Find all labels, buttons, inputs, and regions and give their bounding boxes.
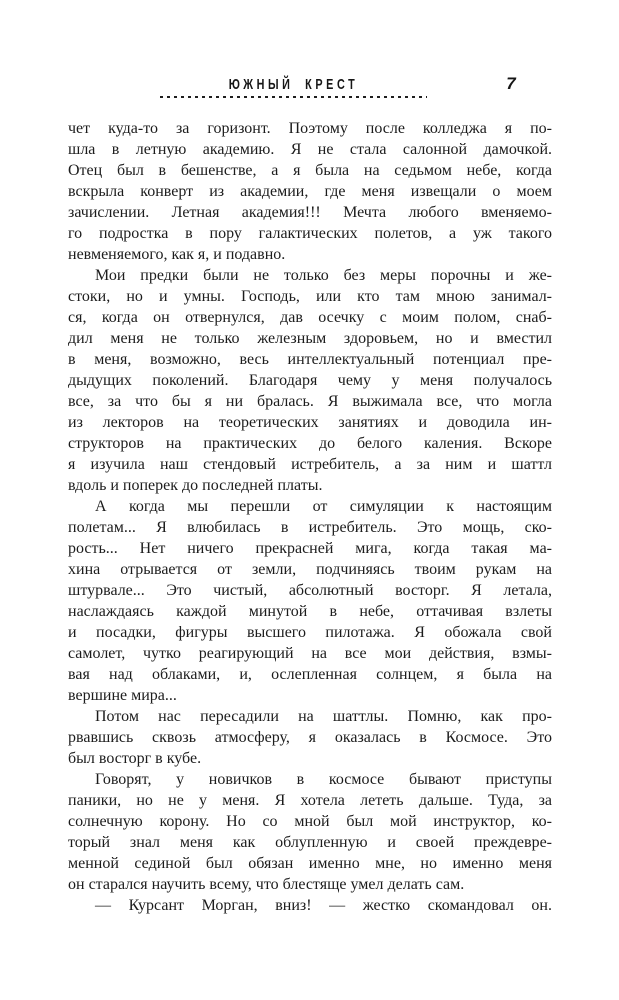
text-line: из лекторов на теоретических занятиях и доводила ин- xyxy=(68,414,552,431)
text-line: штурвале... Это чистый, абсолютный восторг. Я летала, xyxy=(68,582,552,599)
running-header xyxy=(0,0,619,110)
text-line: вершине мира... xyxy=(68,687,177,704)
text-line: самолет, чутко реагирующий на все мои действия, взмы- xyxy=(68,645,552,662)
text-line: ся, когда он отвернулся, дав осечку с моим полом, снаб- xyxy=(68,309,552,326)
text-line: структоров на практических до белого каления. Вскоре xyxy=(68,435,552,452)
text-line: — Курсант Морган, вниз! — жестко скомандовал он. xyxy=(95,897,552,914)
header-dashed-rule xyxy=(160,96,427,98)
text-line: Потом нас пересадили на шаттлы. Помню, как про- xyxy=(95,708,552,725)
text-line: наслаждаясь каждой минутой в небе, оттачивая взлеты xyxy=(68,603,552,620)
text-line: рость... Нет ничего прекрасней мига, когда такая ма- xyxy=(68,540,552,557)
text-line: вая над облаками, и, ослепленная солнцем, я была на xyxy=(68,666,552,683)
text-line: дыдущих поколений. Благодаря чему у меня получалось xyxy=(68,372,552,389)
text-line: Мои предки были не только без меры порочны и же- xyxy=(95,267,552,284)
text-line: солнечную корону. Но со мной был мой инструктор, ко- xyxy=(68,813,552,830)
text-line: шла в летную академию. Я не стала салонной дамочкой. xyxy=(68,141,552,158)
paragraph xyxy=(68,118,552,265)
text-line: и посадки, фигуры высшего пилотажа. Я обожала свой xyxy=(68,624,552,641)
text-line: менной сединой был обязан именно мне, но именно меня xyxy=(68,855,552,872)
text-line: все, за что бы я ни бралась. Я выжимала все, что могла xyxy=(68,393,552,410)
text-line: полетам... Я влюбилась в истребитель. Это мощь, ско- xyxy=(68,519,552,536)
page-number: 7 xyxy=(506,74,516,93)
text-line: был восторг в кубе. xyxy=(68,750,202,767)
text-line: Отец был в бешенстве, а я была на седьмом небе, когда xyxy=(68,162,552,179)
text-line: Говорят, у новичков в космосе бывают приступы xyxy=(95,771,552,788)
text-line: хина отрывается от земли, подчиняясь твоим рукам на xyxy=(68,561,552,578)
paragraph xyxy=(68,706,552,769)
text-line: рвавшись сквозь атмосферу, я оказалась в Космосе. Это xyxy=(68,729,552,746)
paragraph xyxy=(68,769,552,895)
paragraph xyxy=(68,895,552,916)
text-line: в меня, возможно, весь интеллектуальный потенциал пре- xyxy=(68,351,552,368)
text-line: чет куда-то за горизонт. Поэтому после колледжа я по- xyxy=(68,120,552,137)
text-line: вдоль и поперек до последней платы. xyxy=(68,477,323,494)
text-line: я изучила наш стендовый истребитель, а за ним и шаттл xyxy=(68,456,552,473)
text-line: стоки, но и умны. Господь, или кто там мною занимал- xyxy=(68,288,552,305)
text-line: зачислении. Летная академия!!! Мечта любого вменяемо- xyxy=(68,204,552,221)
text-line: паники, но не у меня. Я хотела лететь дальше. Туда, за xyxy=(68,792,552,809)
text-line: вскрыла конверт из академии, где меня извещали о моем xyxy=(68,183,552,200)
paragraph xyxy=(68,496,552,706)
text-line: невменяемого, как я, и подавно. xyxy=(68,246,286,263)
text-line: А когда мы перешли от симуляции к настоящим xyxy=(95,498,552,515)
book-title-header: ЮЖНЫЙ КРЕСТ xyxy=(228,76,359,93)
text-line: он старался научить всему, что блестяще умел делать сам. xyxy=(68,876,465,893)
page-body xyxy=(68,118,552,916)
text-line: торый знал меня как облупленную и своей преждевре- xyxy=(68,834,552,851)
text-line: го подростка в пору галактических полетов, а уж такого xyxy=(68,225,552,242)
paragraph xyxy=(68,265,552,496)
text-line: дил меня не только железным здоровьем, но и вместил xyxy=(68,330,552,347)
